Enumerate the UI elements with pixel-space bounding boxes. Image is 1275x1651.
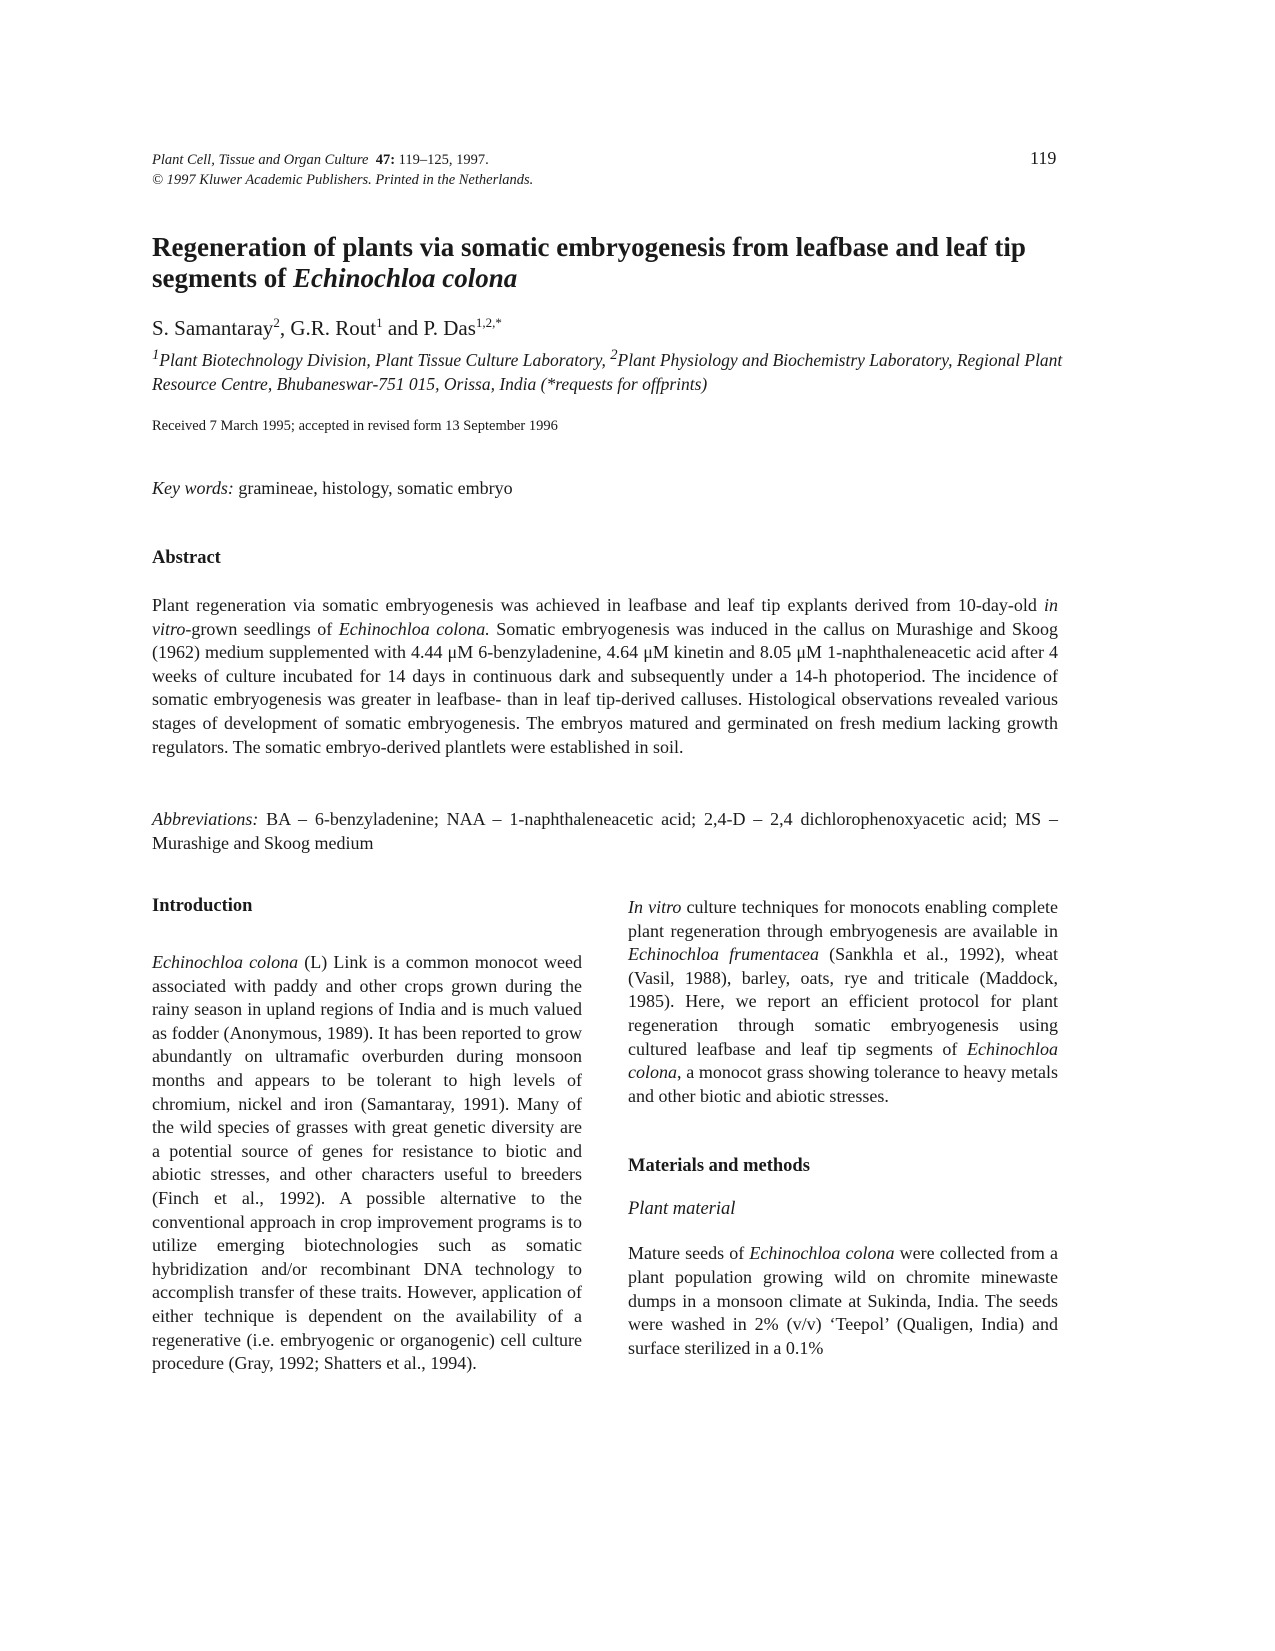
abbreviations bbox=[152, 808, 1058, 855]
author-separator: and bbox=[382, 316, 424, 340]
author-name: G.R. Rout bbox=[290, 316, 377, 340]
author-separator: , bbox=[279, 316, 291, 340]
column-right bbox=[628, 896, 1058, 1360]
text-run: , a monocot grass showing tolerance to heavy metals and other biotic and abiotic stresses. bbox=[628, 1062, 1058, 1106]
affiliation-2: Plant Physiology and Biochemistry Laboratory, Regional Plant Resource Centre, Bhubaneswar-751 015, Orissa, India (*requests for offprints) bbox=[152, 349, 1063, 394]
italic-text: Echinochloa colona bbox=[152, 952, 299, 972]
keywords-text: gramineae, histology, somatic embryo bbox=[233, 478, 513, 498]
journal-name: Plant Cell, Tissue and Organ Culture bbox=[152, 152, 369, 168]
abstract-text bbox=[152, 594, 1058, 759]
keywords-label: Key words: bbox=[152, 478, 234, 498]
title-species: Echinochloa colona bbox=[292, 263, 518, 293]
journal-citation bbox=[152, 150, 533, 190]
title-text: Regeneration of plants via somatic embryogenesis from leafbase and leaf tip segments of bbox=[152, 232, 1026, 293]
text-run: (Sankhla et al., 1992), wheat (Vasil, 1988), barley, oats, rye and triticale (Maddock, 1985). Here, we report an efficient protocol for plant regeneration through somatic embryogenesis using cultured leafbase and leaf tip segments of bbox=[628, 944, 1059, 1059]
text-run: culture techniques for monocots enabling complete plant regeneration through embryogenesis are available in bbox=[628, 897, 1058, 941]
author-name: P. Das bbox=[423, 316, 476, 340]
plant-material-heading: Plant material bbox=[628, 1199, 736, 1220]
author-affiliation-sup: 2 bbox=[273, 315, 280, 330]
journal-pages: 119–125, 1997. bbox=[395, 152, 489, 168]
italic-text: Echinochloa colona. bbox=[338, 618, 490, 639]
text-run: (L) Link is a common monocot weed associated with paddy and other crops grown during the rainy season in upland regions of India and is much valued as fodder (Anonymous, 1989). It has been reported to grow abundantly on ultramafic overburden during monsoon months and appears to be tolerant to high levels of chromium, nickel and iron (Samantaray, 1991). Many of the wild species of grasses with great genetic diversity are a potential source of genes for resistance to biotic and abiotic stresses, and other characters useful to breeders (Finch et al., 1992). A possible alternative to the conventional approach in crop improvement programs is to utilize emerging biotechnologies such as somatic hybridization and/or recombinant DNA technology to accomplish transfer of these traits. However, application of either technique is dependent on the availability of a regenerative (i.e. embryogenic or organogenic) cell culture procedure (Gray, 1992; Shatters et al., 1994). bbox=[152, 952, 583, 1374]
text-run: were collected from a plant population growing wild on chromite minewaste dumps in a monsoon climate at Sukinda, India. The seeds were washed in 2% (v/v) ‘Teepol’ (Qualigen, India) and surface sterilized in a 0.1% bbox=[628, 1243, 1058, 1358]
page-number: 119 bbox=[1030, 148, 1057, 168]
text-run: -grown seedlings of bbox=[185, 618, 339, 639]
copyright: © 1997 Kluwer Academic Publishers. Printed in the Netherlands. bbox=[152, 172, 534, 188]
authors bbox=[152, 315, 502, 341]
author-affiliation-sup: 1 bbox=[376, 315, 383, 330]
affiliations bbox=[152, 343, 1072, 396]
text-run: Somatic embryogenesis was induced in the callus on Murashige and Skoog (1962) medium supplemented with 4.44 μM 6-benzyladenine, 4.64 μM kinetin and 8.05 μM 1-naphthaleneacetic acid after 4 weeks of culture incubated for 14 days in continuous dark and subsequently under a 14-h photoperiod. The incidence of somatic embryogenesis was greater in leafbase- than in leaf tip-derived calluses. Histological observations revealed various stages of development of somatic embryogenesis. The embryos matured and germinated on fresh medium lacking growth regulators. The somatic embryo-derived plantlets were established in soil. bbox=[152, 618, 1058, 757]
affil-sup: 1 bbox=[152, 347, 160, 363]
italic-text: In vitro bbox=[628, 897, 682, 917]
methods-heading: Materials and methods bbox=[628, 1156, 810, 1177]
italic-text: Echinochloa frumentacea bbox=[628, 944, 820, 965]
italic-text: Echinochloa colona bbox=[628, 1038, 1058, 1083]
author-affiliation-sup: 1,2,* bbox=[475, 315, 502, 330]
introduction-paragraph bbox=[152, 951, 582, 1376]
text-run: BA – 6-benzyladenine; NAA – 1-naphthaleneacetic acid; 2,4-D – 2,4 dichlorophenoxyacetic acid; MS – Murashige and Skoog medium bbox=[152, 809, 1058, 853]
abstract-heading: Abstract bbox=[152, 548, 221, 568]
column-left bbox=[152, 896, 582, 1376]
keywords bbox=[152, 478, 513, 499]
paper-title bbox=[152, 232, 1072, 294]
affiliation-1: Plant Biotechnology Division, Plant Tissue Culture Laboratory, bbox=[159, 349, 611, 370]
italic-text: in vitro bbox=[152, 595, 1058, 639]
received-dates: Received 7 March 1995; accepted in revised form 13 September 1996 bbox=[152, 418, 558, 434]
text-run: Plant regeneration via somatic embryogenesis was achieved in leafbase and leaf tip explants derived from 10-day-old bbox=[152, 595, 1044, 615]
affil-sup: 2 bbox=[610, 347, 618, 363]
italic-text: Echinochloa colona bbox=[749, 1243, 895, 1264]
introduction-heading: Introduction bbox=[152, 896, 253, 916]
italic-text: Abbreviations: bbox=[152, 809, 259, 829]
author-name: S. Samantaray bbox=[152, 316, 274, 340]
introduction-paragraph bbox=[628, 896, 1058, 1108]
methods-paragraph bbox=[628, 1242, 1058, 1360]
text-run: Mature seeds of bbox=[628, 1243, 750, 1264]
journal-volume: 47: bbox=[375, 152, 396, 168]
